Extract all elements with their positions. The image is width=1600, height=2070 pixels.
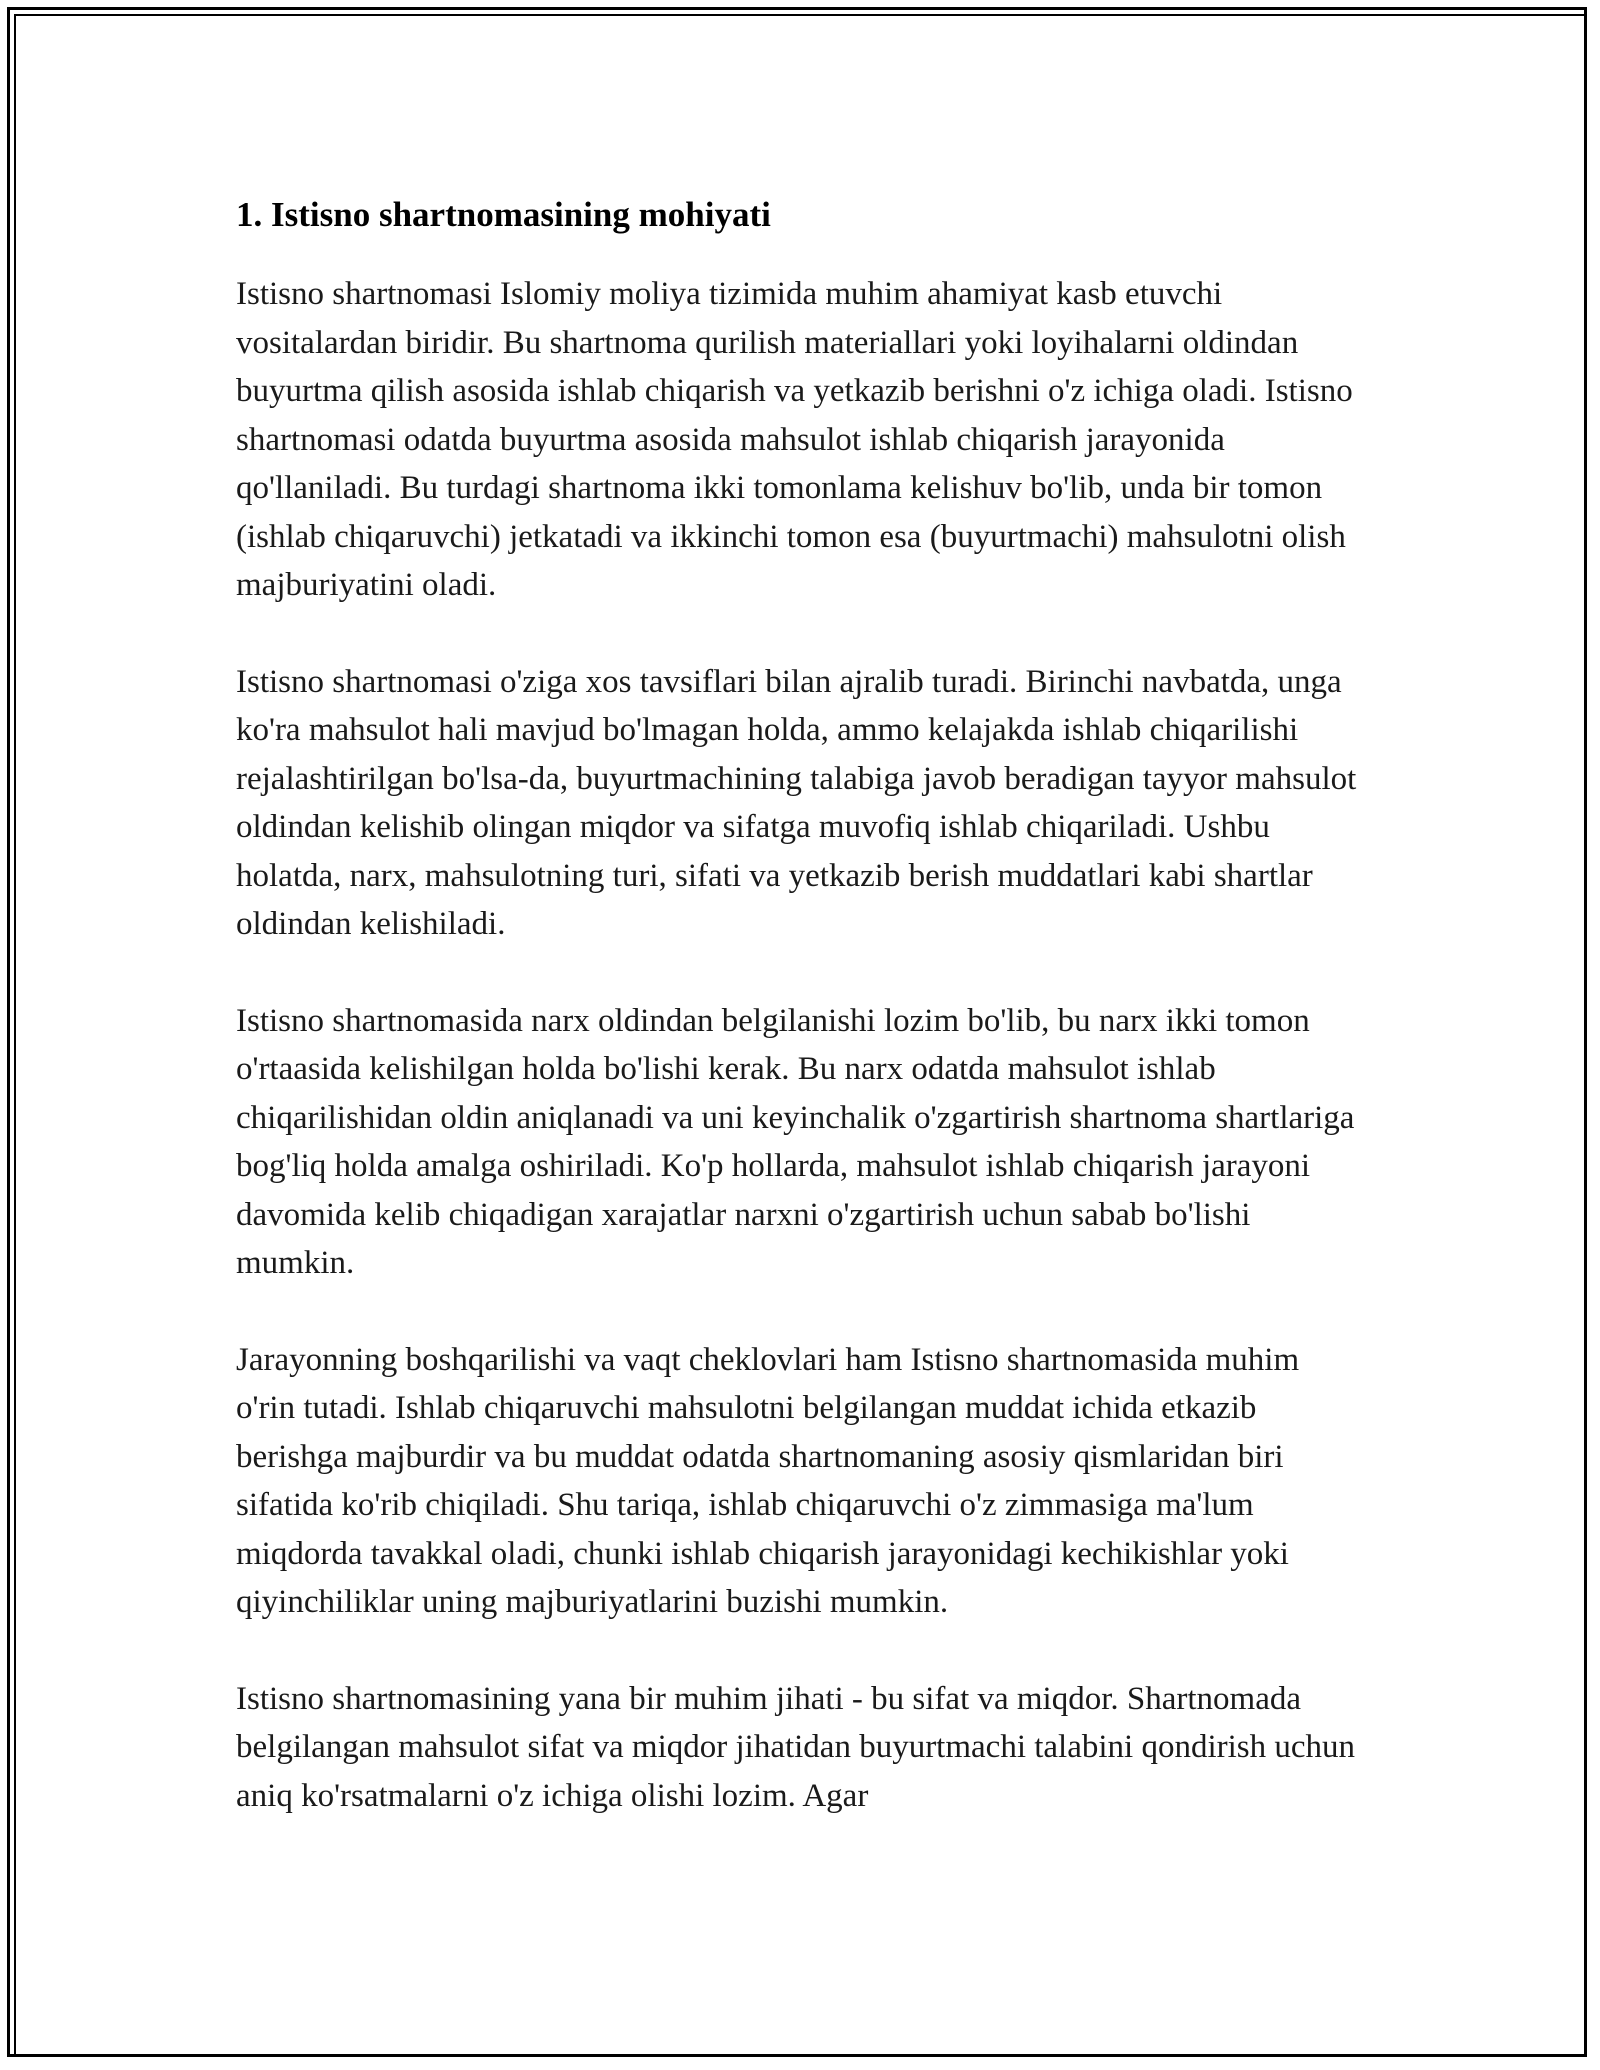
document-body	[236, 180, 1366, 1868]
paragraph-5: Istisno shartnomasining yana bir muhim jihati - bu sifat va miqdor. Shartnomada belgilangan mahsulot sifat va miqdor jihatidan buyurtmachi talabini qondirish uchun aniq ko'rsatmalarni o'z ichiga olishi lozim. Agar	[236, 1680, 1356, 1814]
section-heading: 1. Istisno shartnomasining mohiyati	[236, 195, 771, 234]
paragraph-2: Istisno shartnomasi o'ziga xos tavsiflari bilan ajralib turadi. Birinchi navbatda, unga ko'ra mahsulot hali mavjud bo'lmagan holda, ammo kelajakda ishlab chiqarilishi rejalashtirilgan bo'lsa-da, buyurtmachining talabiga javob beradigan tayyor mahsulot oldindan kelishib olingan miqdor va sifatga muvofiq ishlab chiqariladi. Ushbu holatda, narx, mahsulotning turi, sifati va yetkazib berish muddatlari kabi shartlar oldindan kelishiladi.	[236, 663, 1357, 942]
paragraph-1: Istisno shartnomasi Islomiy moliya tizimida muhim ahamiyat kasb etuvchi vositalardan biridir. Bu shartnoma qurilish materiallari yoki loyihalarni oldindan buyurtma qilish asosida ishlab chiqarish va yetkazib berishni o'z ichiga oladi. Istisno shartnomasi odatda buyurtma asosida mahsulot ishlab chiqarish jarayonida qo'llaniladi. Bu turdagi shartnoma ikki tomonlama kelishuv bo'lib, unda bir tomon (ishlab chiqaruvchi) jetkatadi va ikkinchi tomon esa (buyurtmachi) mahsulotni olish majburiyatini oladi.	[236, 276, 1353, 603]
paragraph-3: Istisno shartnomasida narx oldindan belgilanishi lozim bo'lib, bu narx ikki tomon o'rtaasida kelishilgan holda bo'lishi kerak. Bu narx odatda mahsulot ishlab chiqarilishidan oldin aniqlanadi va uni keyinchalik o'zgartirish shartnoma shartlariga bog'liq holda amalga oshiriladi. Ko'p hollarda, mahsulot ishlab chiqarish jarayoni davomida kelib chiqadigan xarajatlar narxni o'zgartirish uchun sabab bo'lishi mumkin.	[236, 1002, 1355, 1281]
paragraph-4: Jarayonning boshqarilishi va vaqt cheklovlari ham Istisno shartnomasida muhim o'rin tutadi. Ishlab chiqaruvchi mahsulotni belgilangan muddat ichida etkazib berishga majburdir va bu muddat odatda shartnomaning asosiy qismlaridan biri sifatida ko'rib chiqiladi. Shu tariqa, ishlab chiqaruvchi o'z zimmasiga ma'lum miqdorda tavakkal oladi, chunki ishlab chiqarish jarayonidagi kechikishlar yoki qiyinchiliklar uning majburiyatlarini buzishi mumkin.	[236, 1341, 1300, 1620]
